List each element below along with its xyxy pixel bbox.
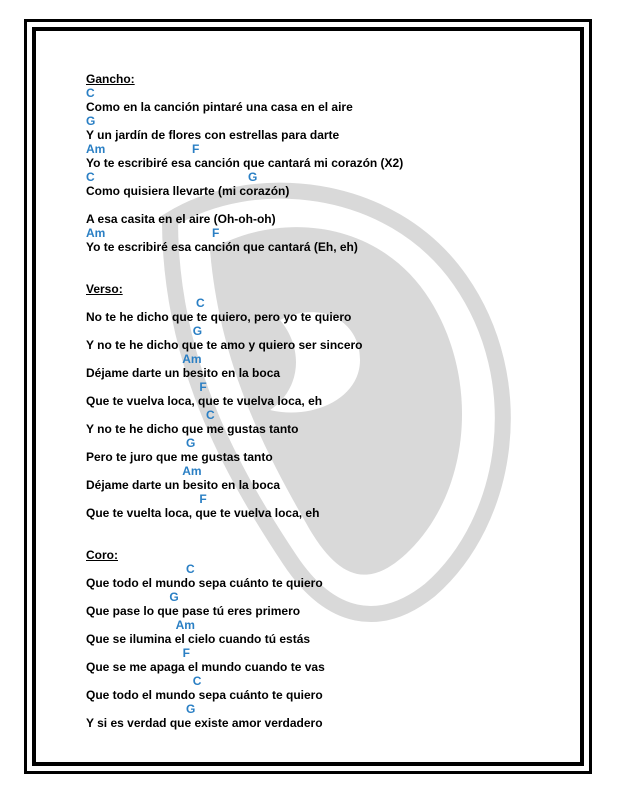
chord-line: Am xyxy=(86,352,202,366)
chord-line: C xyxy=(86,408,215,422)
lyric-line: Déjame darte un besito en la boca xyxy=(86,366,281,380)
chord-line: F xyxy=(86,492,207,506)
lyric-line: Yo te escribiré esa canción que cantará (Eh, eh) xyxy=(86,240,358,254)
chord-line: C xyxy=(86,86,95,100)
section-verso xyxy=(86,254,566,520)
chord-line: F xyxy=(86,380,207,394)
chord-line: Am xyxy=(86,464,202,478)
section-gap xyxy=(86,268,566,282)
lyric-line: Que te vuelva loca, que te vuelva loca, eh xyxy=(86,394,323,408)
lyric-line: Como en la canción pintaré una casa en el aire xyxy=(86,100,353,114)
chord-line: G xyxy=(86,436,196,450)
chord-line: Am F xyxy=(86,142,200,156)
lyric-line: Que todo el mundo sepa cuánto te quiero xyxy=(86,688,323,702)
lyric-line: Y no te he dicho que me gustas tanto xyxy=(86,422,299,436)
chord-line: Am xyxy=(86,618,195,632)
lyric-line: Y no te he dicho que te amo y quiero ser sincero xyxy=(86,338,363,352)
lyric-line: Yo te escribiré esa canción que cantará mi corazón (X2) xyxy=(86,156,404,170)
chord-line: G xyxy=(86,702,196,716)
lyric-line: Que todo el mundo sepa cuánto te quiero xyxy=(86,576,323,590)
chord-line: G xyxy=(86,114,96,128)
song-sheet xyxy=(86,72,566,730)
section-heading: Coro: xyxy=(86,548,118,562)
lyric-line: No te he dicho que te quiero, pero yo te quiero xyxy=(86,310,352,324)
section-coro xyxy=(86,520,566,730)
section-gap xyxy=(86,520,566,534)
section-gancho xyxy=(86,72,566,254)
section-heading: Gancho: xyxy=(86,72,135,86)
section-gap xyxy=(86,254,566,268)
chord-line: F xyxy=(86,646,191,660)
chord-line: C xyxy=(86,296,205,310)
lyric-line: Pero te juro que me gustas tanto xyxy=(86,450,273,464)
lyric-line: Como quisiera llevarte (mi corazón) xyxy=(86,184,290,198)
lyric-line: Que se me apaga el mundo cuando te vas xyxy=(86,660,325,674)
blank-line xyxy=(86,198,566,212)
lyric-line: Y un jardín de flores con estrellas para darte xyxy=(86,128,340,142)
chord-line: G xyxy=(86,590,179,604)
lyric-line: Déjame darte un besito en la boca xyxy=(86,478,281,492)
lyric-line: Que se ilumina el cielo cuando tú estás xyxy=(86,632,311,646)
lyric-line: Y si es verdad que existe amor verdadero xyxy=(86,716,323,730)
chord-line: C xyxy=(86,674,202,688)
section-heading: Verso: xyxy=(86,282,123,296)
section-gap xyxy=(86,534,566,548)
chord-line: Am F xyxy=(86,226,220,240)
chord-line: G xyxy=(86,324,203,338)
chord-line: C xyxy=(86,562,195,576)
lyric-line: A esa casita en el aire (Oh-oh-oh) xyxy=(86,212,276,226)
chord-line: C G xyxy=(86,170,258,184)
lyric-line: Que te vuelta loca, que te vuelva loca, eh xyxy=(86,506,320,520)
lyric-line: Que pase lo que pase tú eres primero xyxy=(86,604,301,618)
